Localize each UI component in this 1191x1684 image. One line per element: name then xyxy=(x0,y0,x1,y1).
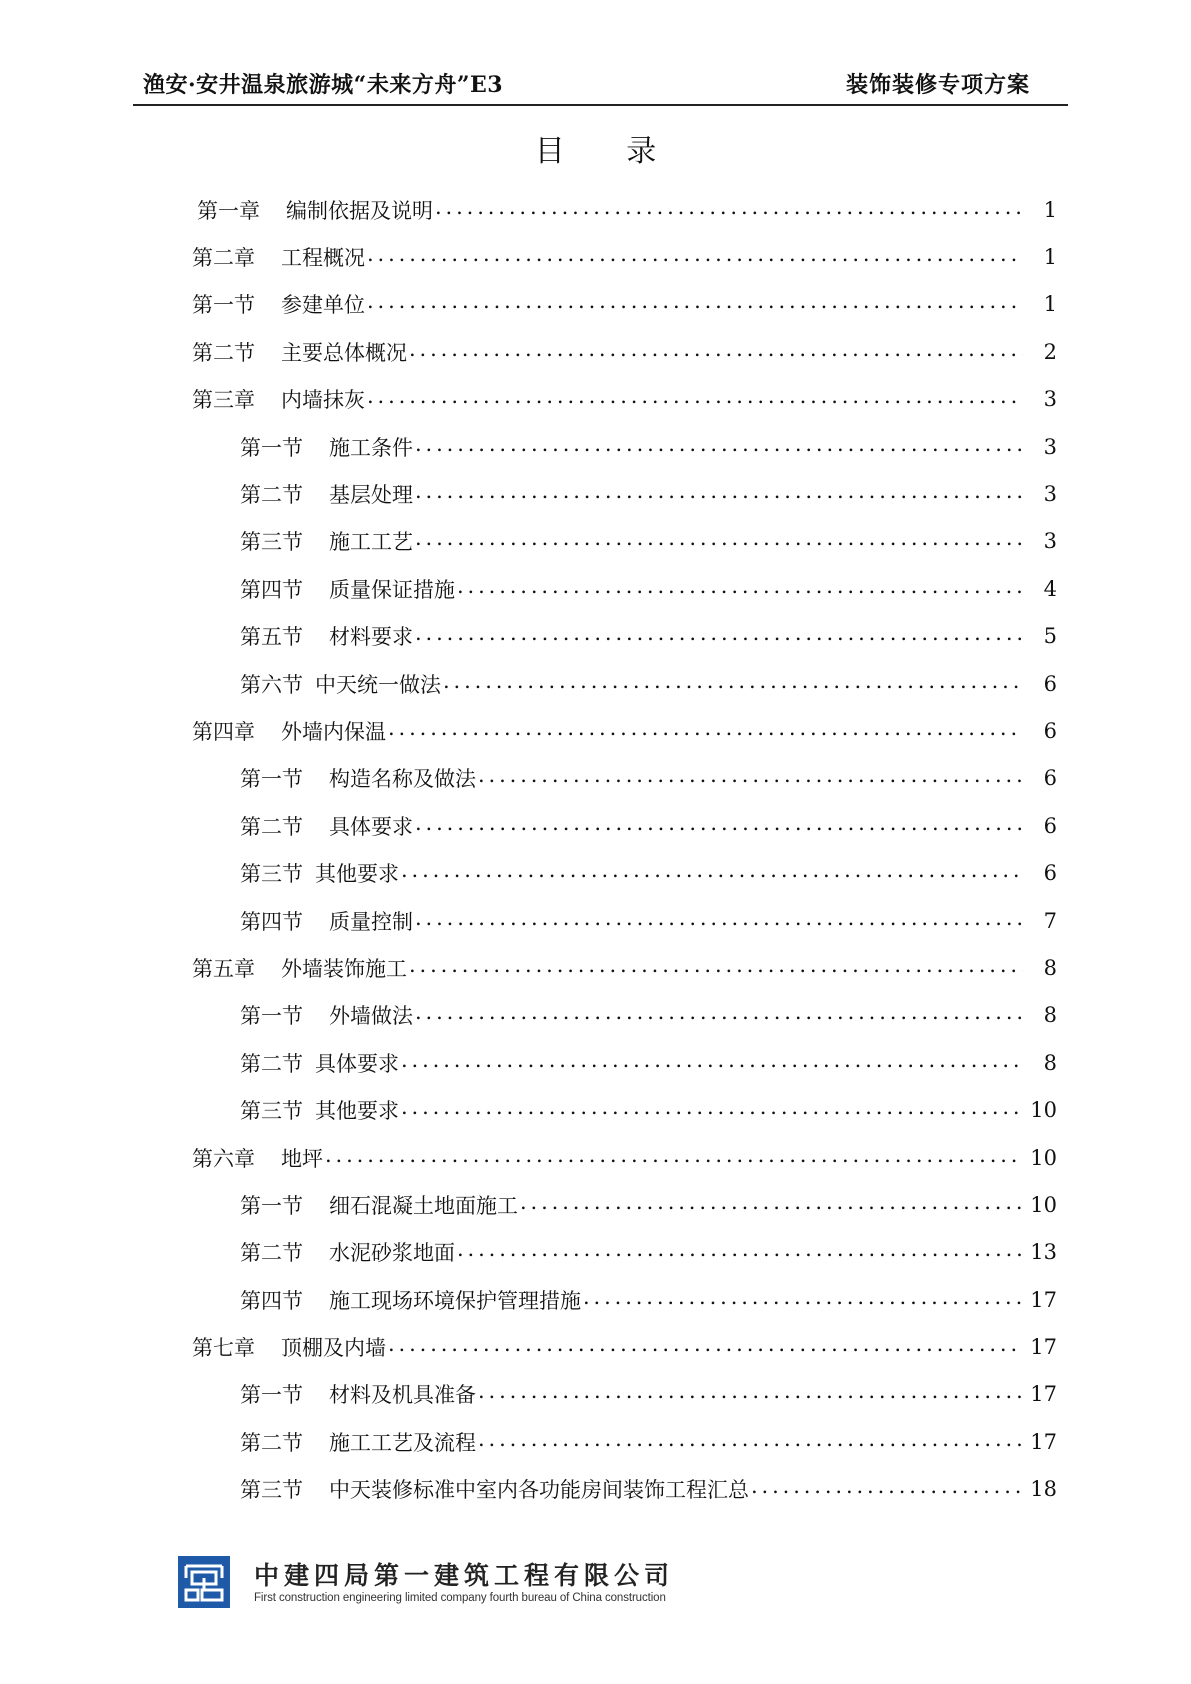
toc-entry[interactable] xyxy=(0,802,1191,849)
dot-leader xyxy=(388,1336,1023,1358)
toc-page-number: 6 xyxy=(1023,719,1057,743)
toc-entry[interactable] xyxy=(0,613,1191,660)
toc-number: 第一节 xyxy=(240,767,303,792)
dot-leader xyxy=(401,862,1023,884)
toc-page-number: 13 xyxy=(1023,1240,1057,1264)
toc-entry-title: 其他要求 xyxy=(315,1099,399,1124)
dot-leader xyxy=(415,625,1023,647)
toc-page-number: 1 xyxy=(1023,292,1057,316)
dot-leader xyxy=(415,910,1023,932)
project-name: 渔安·安井温泉旅游城“未来方舟”E3 xyxy=(143,72,504,98)
toc-entry[interactable] xyxy=(0,328,1191,375)
dot-leader xyxy=(401,1099,1023,1121)
toc-page-number: 17 xyxy=(1023,1335,1057,1359)
dot-leader xyxy=(520,1194,1023,1216)
toc-page-number: 4 xyxy=(1023,577,1057,601)
toc-number: 第二节 xyxy=(240,814,303,839)
dot-leader xyxy=(388,720,1023,742)
toc-page-number: 3 xyxy=(1023,387,1057,411)
toc-page-number: 10 xyxy=(1023,1193,1057,1217)
dot-leader xyxy=(435,199,1023,221)
toc-entry[interactable] xyxy=(0,565,1191,612)
dot-leader xyxy=(415,436,1023,458)
toc-entry[interactable] xyxy=(0,707,1191,754)
dot-leader xyxy=(401,1052,1023,1074)
dot-leader xyxy=(415,530,1023,552)
company-name-en: First construction engineering limited company fourth bureau of China construction xyxy=(254,1592,666,1604)
toc-entry[interactable] xyxy=(0,1134,1191,1181)
toc-page-number: 7 xyxy=(1023,909,1057,933)
toc-number: 第一节 xyxy=(240,1004,303,1029)
toc-page-number: 2 xyxy=(1023,340,1057,364)
toc-number: 第五章 xyxy=(192,956,255,981)
dot-leader xyxy=(415,483,1023,505)
toc-entry-title: 外墙做法 xyxy=(329,1004,413,1029)
toc-entry[interactable] xyxy=(0,1418,1191,1465)
toc-entry-title: 主要总体概况 xyxy=(281,340,407,365)
toc-number: 第二章 xyxy=(192,246,255,271)
dot-leader xyxy=(415,1004,1023,1026)
table-of-contents xyxy=(0,186,1191,1513)
toc-entry-title: 编制依据及说明 xyxy=(286,198,433,223)
toc-entry[interactable] xyxy=(0,470,1191,517)
toc-number: 第三章 xyxy=(192,388,255,413)
document-type: 装饰装修专项方案 xyxy=(845,72,1030,98)
toc-number: 第一节 xyxy=(240,1383,303,1408)
toc-entry-title: 工程概况 xyxy=(281,246,365,271)
toc-number: 第二节 xyxy=(240,1241,303,1266)
toc-page-number: 6 xyxy=(1023,766,1057,790)
toc-number: 第一章 xyxy=(197,198,260,223)
toc-entry-title: 顶棚及内墙 xyxy=(281,1336,386,1361)
toc-number: 第三节 xyxy=(240,1099,303,1124)
toc-entry[interactable] xyxy=(0,755,1191,802)
toc-page-number: 3 xyxy=(1023,529,1057,553)
toc-number: 第三节 xyxy=(240,862,303,887)
toc-entry-title: 具体要求 xyxy=(315,1051,399,1076)
toc-page-number: 8 xyxy=(1023,1003,1057,1027)
dot-leader xyxy=(367,246,1023,268)
toc-entry-title: 水泥砂浆地面 xyxy=(329,1241,455,1266)
toc-number: 第二节 xyxy=(240,1051,303,1076)
dot-leader xyxy=(478,767,1023,789)
toc-entry-title: 具体要求 xyxy=(329,814,413,839)
toc-entry-title: 施工条件 xyxy=(329,435,413,460)
page-header xyxy=(133,62,1068,106)
toc-entry-title: 质量控制 xyxy=(329,909,413,934)
toc-entry[interactable] xyxy=(0,376,1191,423)
company-name-cn: 中建四局第一建筑工程有限公司 xyxy=(254,1561,675,1590)
toc-entry[interactable] xyxy=(0,992,1191,1039)
toc-number: 第六章 xyxy=(192,1146,255,1171)
logo-mark-icon xyxy=(178,1556,230,1608)
toc-page-number: 8 xyxy=(1023,1051,1057,1075)
toc-entry[interactable] xyxy=(0,423,1191,470)
toc-entry[interactable] xyxy=(0,518,1191,565)
toc-number: 第四章 xyxy=(192,719,255,744)
dot-leader xyxy=(443,673,1023,695)
toc-page-number: 6 xyxy=(1023,672,1057,696)
toc-page-number: 1 xyxy=(1023,245,1057,269)
toc-number: 第一节 xyxy=(240,1193,303,1218)
dot-leader xyxy=(457,1241,1023,1263)
toc-entry[interactable] xyxy=(0,1466,1191,1513)
toc-entry[interactable] xyxy=(0,897,1191,944)
toc-entry[interactable] xyxy=(0,1086,1191,1133)
dot-leader xyxy=(478,1383,1023,1405)
toc-entry-title: 外墙内保温 xyxy=(281,719,386,744)
toc-entry[interactable] xyxy=(0,660,1191,707)
toc-entry-title: 细石混凝土地面施工 xyxy=(329,1193,518,1218)
toc-entry-title: 地坪 xyxy=(281,1146,323,1171)
toc-number: 第三节 xyxy=(240,1478,303,1503)
dot-leader xyxy=(409,341,1023,363)
toc-entry-title: 施工现场环境保护管理措施 xyxy=(329,1288,581,1313)
toc-entry[interactable] xyxy=(0,281,1191,328)
toc-entry[interactable] xyxy=(0,849,1191,896)
toc-number: 第四节 xyxy=(240,909,303,934)
toc-entry-title: 参建单位 xyxy=(281,293,365,318)
dot-leader xyxy=(457,578,1023,600)
toc-entry[interactable] xyxy=(0,1276,1191,1323)
dot-leader xyxy=(415,815,1023,837)
toc-page-number: 3 xyxy=(1023,482,1057,506)
dot-leader xyxy=(751,1478,1023,1500)
toc-page-number: 6 xyxy=(1023,814,1057,838)
cscec-logo-icon xyxy=(178,1556,230,1608)
dot-leader xyxy=(409,957,1023,979)
toc-page-number: 1 xyxy=(1023,198,1057,222)
toc-entry-title: 质量保证措施 xyxy=(329,577,455,602)
toc-entry-title: 构造名称及做法 xyxy=(329,767,476,792)
toc-page-number: 8 xyxy=(1023,956,1057,980)
toc-entry-title: 基层处理 xyxy=(329,483,413,508)
toc-entry[interactable] xyxy=(0,1371,1191,1418)
toc-page-number: 3 xyxy=(1023,435,1057,459)
toc-title: 目 录 xyxy=(534,134,683,169)
toc-entry-title: 中天统一做法 xyxy=(315,672,441,697)
dot-leader xyxy=(325,1147,1023,1169)
toc-number: 第七章 xyxy=(192,1336,255,1361)
toc-entry[interactable] xyxy=(0,186,1191,233)
toc-entry[interactable] xyxy=(0,1323,1191,1370)
dot-leader xyxy=(367,388,1023,410)
toc-number: 第二节 xyxy=(240,483,303,508)
toc-entry-title: 其他要求 xyxy=(315,862,399,887)
toc-entry-title: 中天装修标准中室内各功能房间装饰工程汇总 xyxy=(329,1478,749,1503)
toc-entry-title: 内墙抹灰 xyxy=(281,388,365,413)
toc-page-number: 17 xyxy=(1023,1382,1057,1406)
toc-entry-title: 材料要求 xyxy=(329,625,413,650)
toc-number: 第三节 xyxy=(240,530,303,555)
toc-number: 第四节 xyxy=(240,577,303,602)
toc-page-number: 6 xyxy=(1023,861,1057,885)
toc-entry[interactable] xyxy=(0,1229,1191,1276)
toc-entry[interactable] xyxy=(0,1181,1191,1228)
dot-leader xyxy=(583,1289,1023,1311)
toc-page-number: 17 xyxy=(1023,1430,1057,1454)
toc-entry[interactable] xyxy=(0,233,1191,280)
toc-entry[interactable] xyxy=(0,944,1191,991)
toc-page-number: 5 xyxy=(1023,624,1057,648)
toc-entry-title: 施工工艺 xyxy=(329,530,413,555)
toc-entry-title: 外墙装饰施工 xyxy=(281,956,407,981)
toc-number: 第四节 xyxy=(240,1288,303,1313)
toc-number: 第二节 xyxy=(192,340,255,365)
toc-number: 第一节 xyxy=(192,293,255,318)
toc-entry-title: 施工工艺及流程 xyxy=(329,1430,476,1455)
toc-number: 第五节 xyxy=(240,625,303,650)
toc-entry[interactable] xyxy=(0,1039,1191,1086)
toc-page-number: 17 xyxy=(1023,1288,1057,1312)
dot-leader xyxy=(367,293,1023,315)
toc-entry-title: 材料及机具准备 xyxy=(329,1383,476,1408)
toc-number: 第二节 xyxy=(240,1430,303,1455)
dot-leader xyxy=(478,1431,1023,1453)
toc-number: 第一节 xyxy=(240,435,303,460)
toc-number: 第六节 xyxy=(240,672,303,697)
toc-page-number: 10 xyxy=(1023,1098,1057,1122)
toc-page-number: 18 xyxy=(1023,1477,1057,1501)
page-footer xyxy=(178,1556,698,1612)
toc-page-number: 10 xyxy=(1023,1146,1057,1170)
